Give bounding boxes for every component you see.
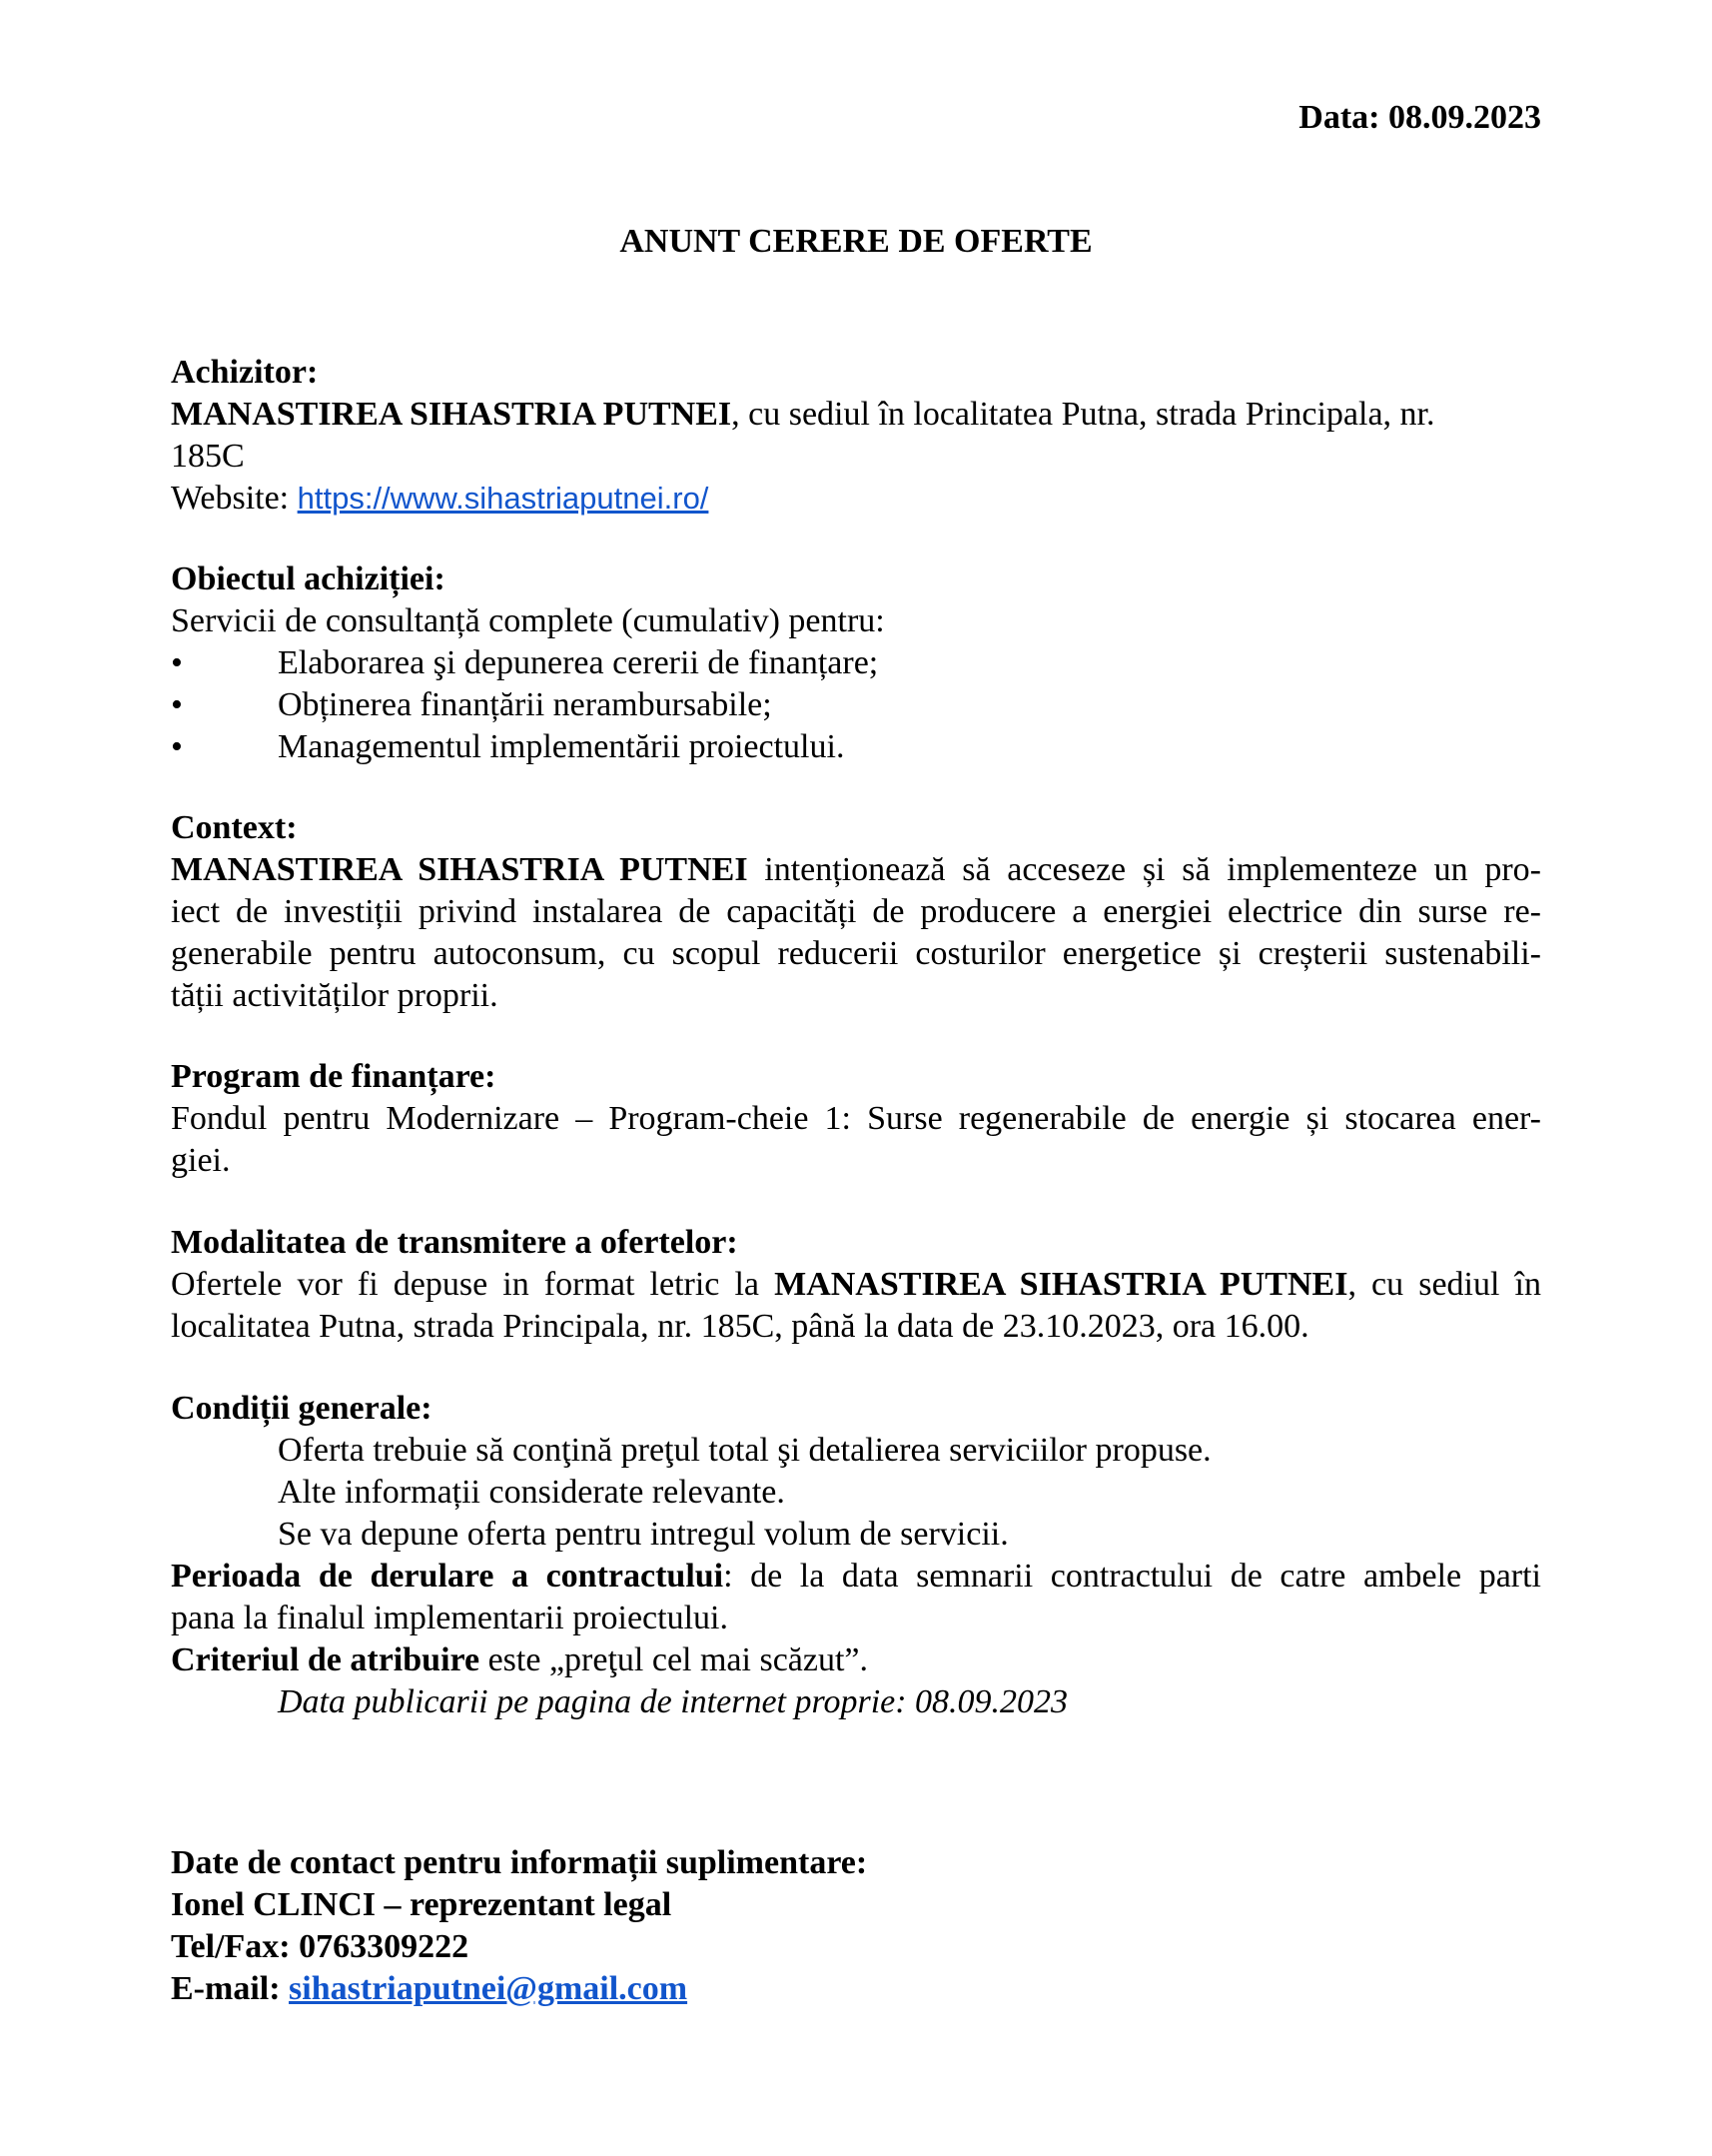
email-label: E-mail: <box>171 1970 290 2007</box>
contact-phone: Tel/Fax: 0763309222 <box>171 1928 469 1965</box>
achizitor-address: , cu sediul în localitatea Putna, strada Principala, nr. <box>731 396 1435 433</box>
context-line2: iect de investiții privind instalarea de capacități de producere a energiei electrice din surse re- <box>171 893 1541 930</box>
transmitere-line2: localitatea Putna, strada Principala, nr. 185C, până la data de 23.10.2023, ora 16.00. <box>171 1308 1309 1345</box>
conditii-heading: Condiții generale: <box>171 1390 432 1427</box>
transmitere-line1 <box>171 1264 1541 1306</box>
achizitor-heading: Achizitor: <box>171 354 319 391</box>
criteriu-line <box>171 1639 1541 1681</box>
context-section <box>171 807 1541 1017</box>
contact-email-line <box>171 1968 1541 2010</box>
list-item <box>171 726 1541 768</box>
achizitor-section <box>171 352 1541 520</box>
contact-section <box>171 1842 1541 2010</box>
program-heading: Program de finanțare: <box>171 1058 496 1095</box>
list-item <box>171 642 1541 684</box>
context-line3: generabile pentru autoconsum, cu scopul reducerii costurilor energetice și creșterii sustenabili- <box>171 935 1541 972</box>
transmitere-name: MANASTIREA SIHASTRIA PUTNEI <box>774 1266 1348 1303</box>
transmitere-heading: Modalitatea de transmitere a ofertelor: <box>171 1224 738 1261</box>
criteriu-label: Criteriul de atribuire <box>171 1641 480 1678</box>
email-link[interactable]: sihastriaputnei@gmail.com <box>289 1970 688 2007</box>
achizitor-address-line2: 185C <box>171 438 245 475</box>
achizitor-name: MANASTIREA SIHASTRIA PUTNEI <box>171 396 732 433</box>
bullet-icon: • <box>171 728 183 765</box>
context-line1 <box>171 849 1541 891</box>
conditii-item: Se va depune oferta pentru intregul volum de servicii. <box>278 1516 1009 1553</box>
contact-heading: Date de contact pentru informații suplimentare: <box>171 1844 868 1881</box>
transmitere-pre: Ofertele vor fi depuse in format letric la <box>171 1266 775 1303</box>
publicare-line: Data publicarii pe pagina de internet proprie: 08.09.2023 <box>278 1683 1069 1720</box>
achizitor-line1 <box>171 394 1541 436</box>
obiect-heading: Obiectul achiziției: <box>171 560 445 597</box>
context-line1-rest: intenționează să acceseze și să implementeze un pro- <box>747 851 1541 888</box>
conditii-item: Alte informații considerate relevante. <box>278 1474 785 1511</box>
conditii-item: Oferta trebuie să conţină preţul total şi detalierea serviciilor propuse. <box>278 1432 1212 1469</box>
contact-person: Ionel CLINCI – reprezentant legal <box>171 1886 672 1923</box>
context-name: MANASTIREA SIHASTRIA PUTNEI <box>171 851 748 888</box>
program-line2: giei. <box>171 1142 231 1179</box>
program-section <box>171 1056 1541 1182</box>
perioada-line2: pana la finalul implementarii proiectului. <box>171 1600 728 1636</box>
transmitere-post: , cu sediul în <box>1347 1266 1541 1303</box>
website-link[interactable]: https://www.sihastriaputnei.ro/ <box>297 481 709 516</box>
website-line <box>171 478 1541 520</box>
perioada-line1 <box>171 1556 1541 1598</box>
document-title: ANUNT CERERE DE OFERTE <box>619 223 1093 260</box>
bullet-icon: • <box>171 644 183 681</box>
transmitere-section <box>171 1222 1541 1348</box>
list-item-text: Obținerea finanțării nerambursabile; <box>278 686 772 723</box>
list-item-text: Elaborarea şi depunerea cererii de finanțare; <box>278 644 879 681</box>
context-line4: tății activităților proprii. <box>171 977 498 1014</box>
bullet-icon: • <box>171 686 183 723</box>
perioada-rest: : de la data semnarii contractului de catre ambele parti <box>723 1558 1542 1595</box>
obiect-section <box>171 558 1541 768</box>
obiect-intro: Servicii de consultanță complete (cumulativ) pentru: <box>171 602 885 639</box>
document-date: Data: 08.09.2023 <box>1298 99 1541 136</box>
list-item-text: Managementul implementării proiectului. <box>278 728 845 765</box>
criteriu-rest: este „preţul cel mai scăzut”. <box>479 1641 869 1678</box>
program-line1: Fondul pentru Modernizare – Program-cheie 1: Surse regenerabile de energie și stocarea ener- <box>171 1100 1541 1137</box>
conditii-section <box>171 1388 1541 1723</box>
context-heading: Context: <box>171 809 298 846</box>
list-item <box>171 684 1541 726</box>
perioada-label: Perioada de derulare a contractului <box>171 1558 724 1595</box>
website-label: Website: <box>171 480 298 517</box>
